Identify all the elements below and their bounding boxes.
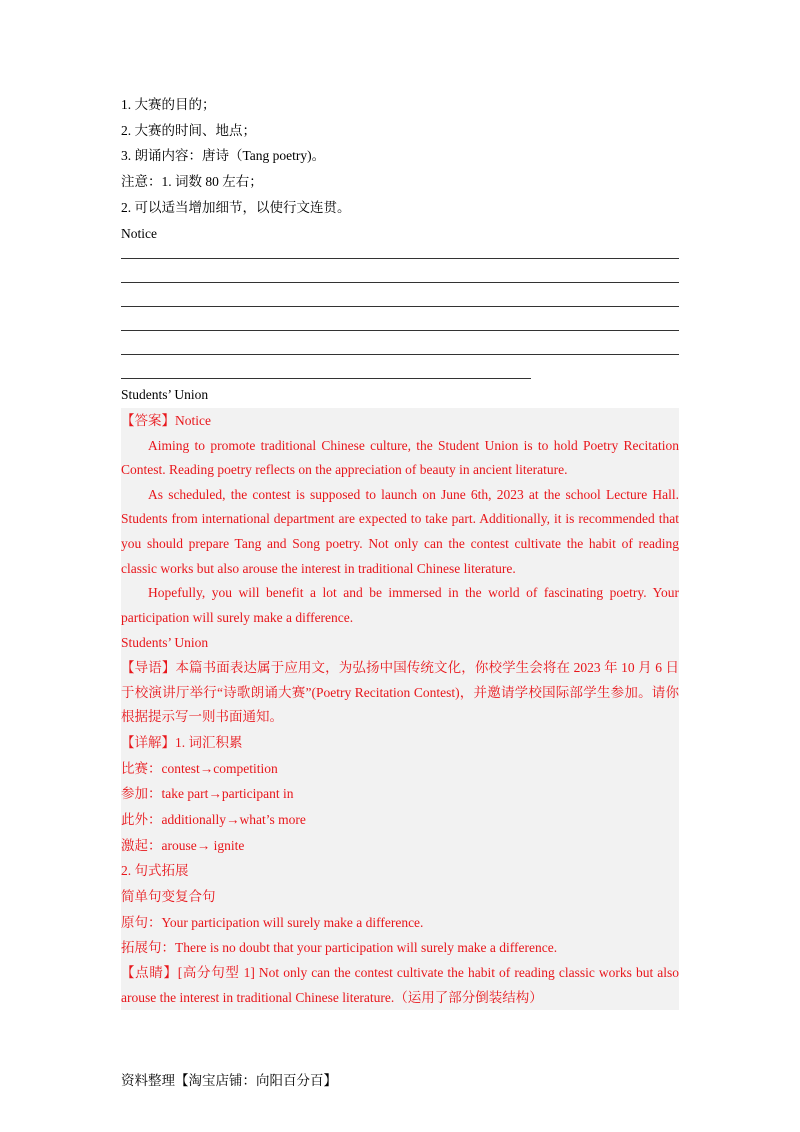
notice-title: Notice bbox=[121, 225, 157, 241]
writing-line bbox=[121, 306, 679, 307]
requirement-3: 3. 朗诵内容：唐诗（Tang poetry)。 bbox=[121, 148, 326, 164]
vocab-item: 比赛：contest→competition bbox=[121, 760, 278, 776]
writing-line bbox=[121, 282, 679, 283]
answer-paragraph-1: Aiming to promote traditional Chinese culture, the Student Union is to hold Poetry Recitation Contest. Reading poetry reflects on the appreciation of beauty in ancient literature. bbox=[121, 437, 679, 478]
expanded-sentence: 拓展句：There is no doubt that your participation will surely make a difference. bbox=[121, 940, 558, 956]
writing-line bbox=[121, 378, 531, 379]
detail-heading: 【详解】1. 词汇积累 bbox=[121, 734, 243, 750]
answer-signature: Students’ Union bbox=[121, 635, 209, 651]
page-footer: 资料整理【淘宝店铺：向阳百分百】 bbox=[121, 1073, 337, 1088]
document-body bbox=[121, 92, 679, 1010]
note-2: 2. 可以适当增加细节，以使行文连贯。 bbox=[121, 199, 351, 215]
writing-line bbox=[121, 330, 679, 331]
answer-section bbox=[121, 408, 679, 1010]
sentence-subheading: 简单句变复合句 bbox=[121, 889, 216, 905]
highlight-text: 【点睛】[高分句型 1] Not only can the contest cultivate the habit of reading classic works but also arouse the interest in traditional Chinese literature.（运用了部分倒装结构） bbox=[121, 965, 679, 1005]
vocab-item: 激起：arouse→ ignite bbox=[121, 837, 245, 853]
note-1: 注意：1. 词数 80 左右； bbox=[121, 174, 263, 190]
writing-line bbox=[121, 354, 679, 355]
guide-text: 【导语】本篇书面表达属于应用文，为弘扬中国传统文化，你校学生会将在 2023 年 10 月 6 日于校演讲厅举行“诗歌朗诵大赛”(Poetry Recitation Contest)，并邀请学校国际部学生参加。请你根据提示写一则书面通知。 bbox=[121, 660, 679, 725]
signature: Students’ Union bbox=[121, 387, 209, 403]
vocab-item: 此外：additionally→what’s more bbox=[121, 811, 306, 827]
answer-paragraph-3: Hopefully, you will benefit a lot and be immersed in the world of fascinating poetry. Your participation will surely make a difference. bbox=[121, 585, 679, 625]
writing-lines bbox=[121, 250, 679, 378]
requirement-1: 1. 大赛的目的； bbox=[121, 97, 216, 112]
original-sentence: 原句：Your participation will surely make a difference. bbox=[121, 914, 424, 930]
answer-heading: 【答案】Notice bbox=[121, 412, 211, 428]
answer-paragraph-2: As scheduled, the contest is supposed to launch on June 6th, 2023 at the school Lecture Hall. Students from international department are expected to take part. Additionally, it is recommended that you should prepare Tang and Song poetry. Not only can the contest cultivate the habit of reading classic works but also arouse the interest in traditional Chinese literature. bbox=[121, 486, 679, 576]
writing-line bbox=[121, 258, 679, 259]
requirement-2: 2. 大赛的时间、地点； bbox=[121, 122, 256, 138]
sentence-heading: 2. 句式拓展 bbox=[121, 863, 189, 879]
vocab-item: 参加：take part→participant in bbox=[121, 786, 294, 802]
